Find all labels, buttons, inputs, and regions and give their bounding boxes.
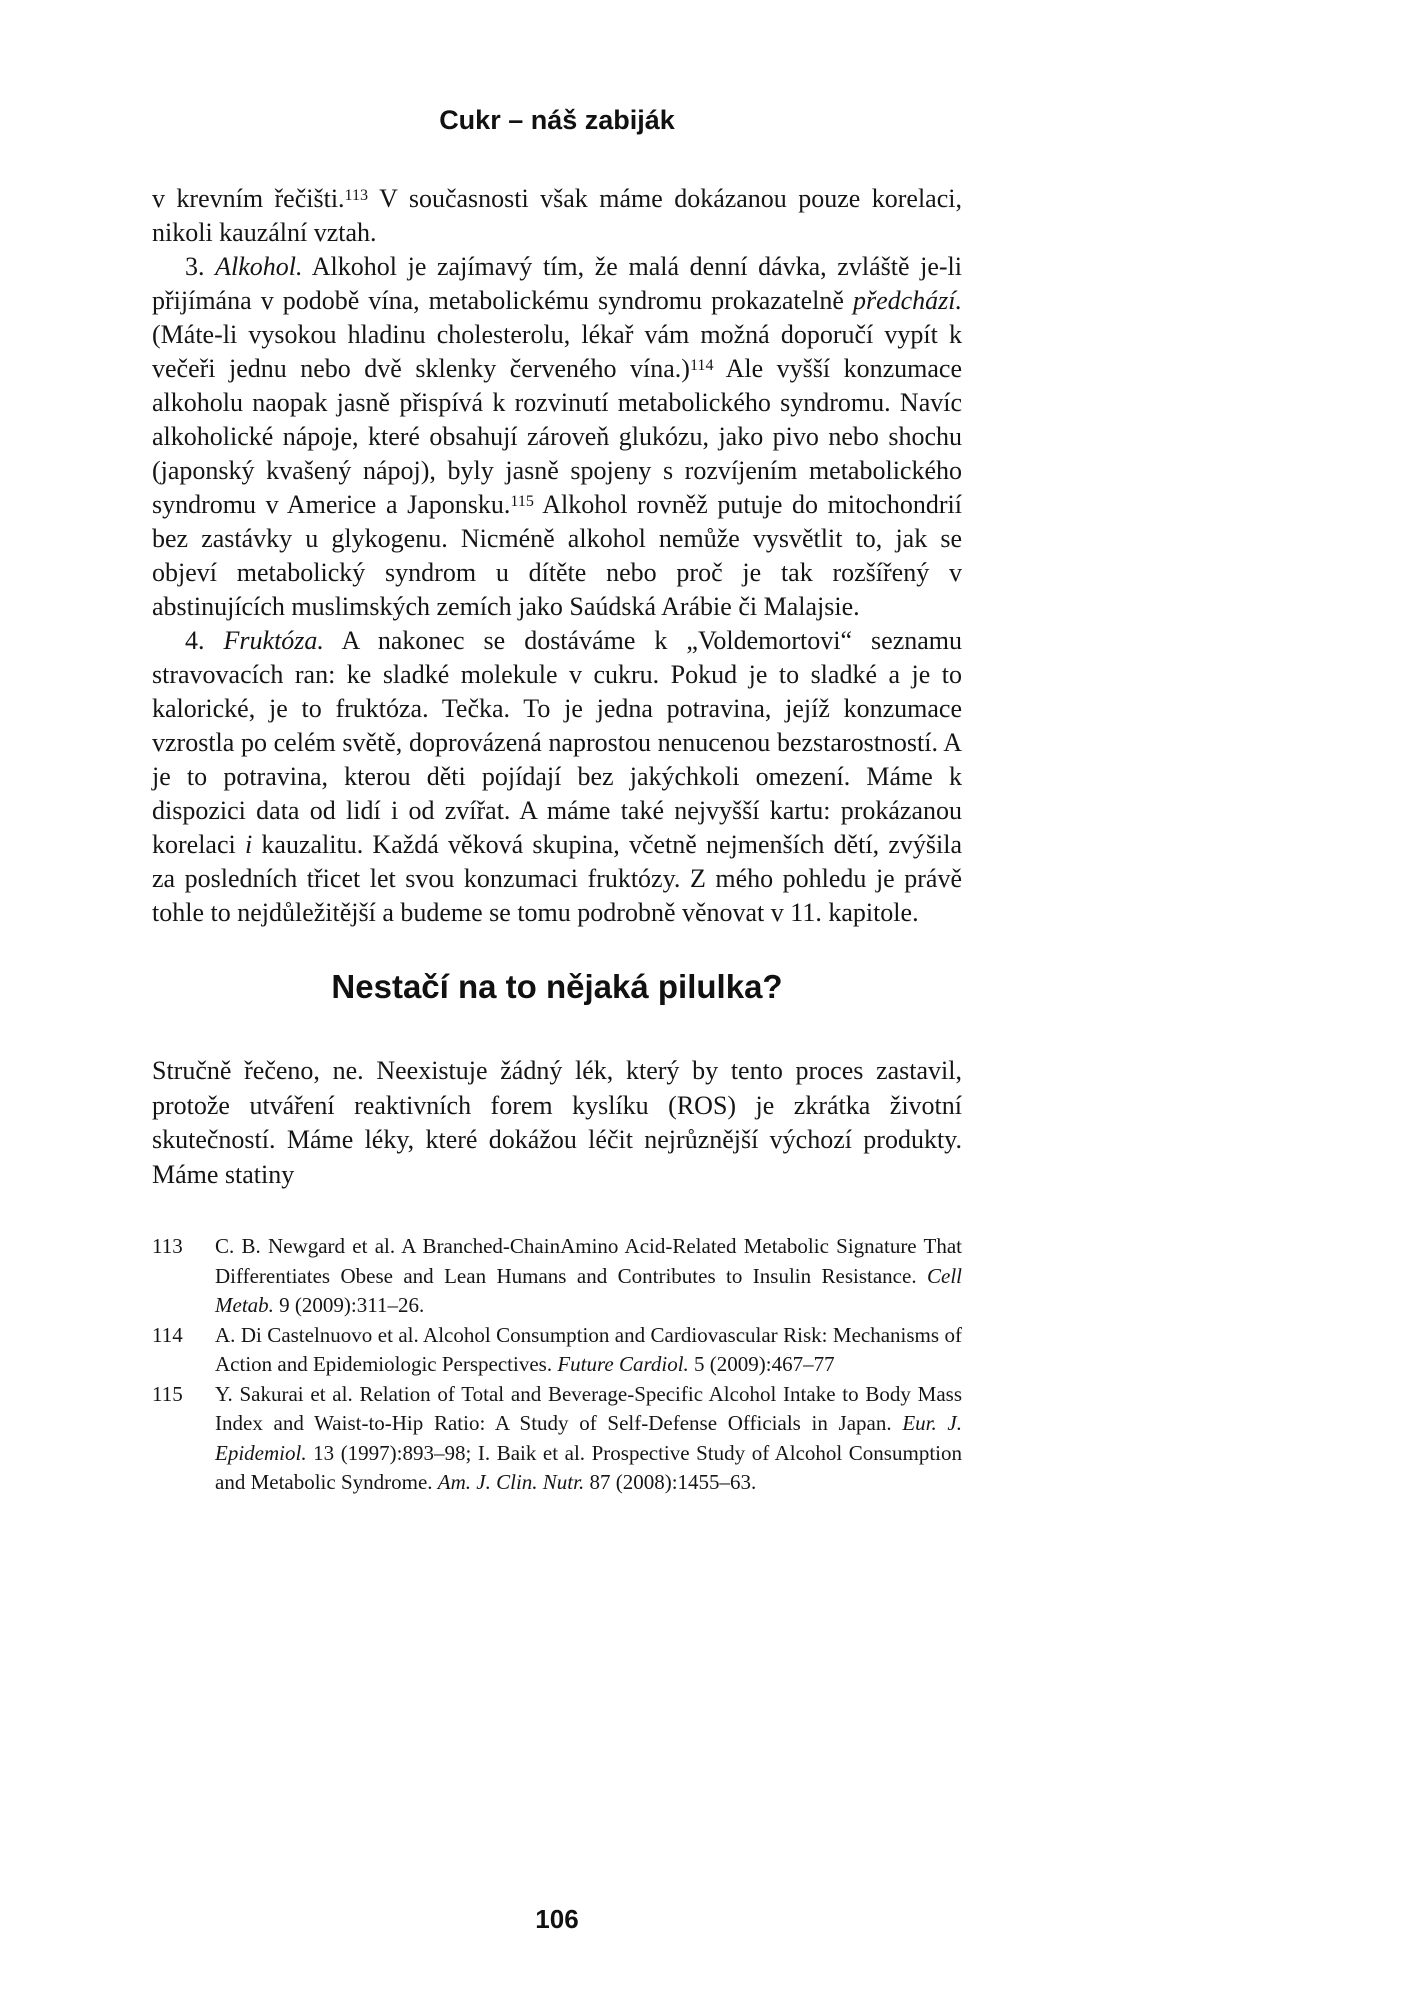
- footnote-number: 113: [152, 1234, 183, 1258]
- page-number: 106: [535, 1904, 579, 1934]
- footnote-number: 115: [152, 1381, 183, 1406]
- section-heading: Nestačí na to nějaká pilulka?: [331, 968, 783, 1005]
- body-paragraph: 4. Fruktóza. A nakonec se dostáváme k „Voldemortovi“ seznamu stravovacích ran: ke sladké molekule v cukru. Pokud je to sladké a je to kalorické, je to fruktóza. Tečka. To je jedna potravina, jejíž konzumace vzrostla po celém světě, doprovázená naprostou nenucenou bezstarostností. A je to potravina, kterou děti pojídají bez jakýchkoli omezení. Máme k dispozici data od lidí i od zvířat. A máme také nejvyšší kartu: prokázanou korelaci i kauzalitu. Každá věková skupina, včetně nejmenších dětí, zvýšila za posledních třicet let svou konzumaci fruktózy. Z mého pohledu je právě tohle to nejdůležitější a budeme se tomu podrobně věnovat v 11. kapitole.: [152, 626, 963, 927]
- body-paragraph: v krevním řečišti.$^{113}$ V současnosti však máme dokázanou pouze korelaci, nikoli kauzální vztah.: [152, 184, 962, 247]
- text-column: [152, 0, 962, 1498]
- footnote-text: Y. Sakurai et al. Relation of Total and Beverage-Specific Alcohol Intake to Body Mass Index and Waist-to-Hip Ratio: A Study of Self-Defense Officials in Japan. Eur. J. Epidemiol. 13 (1997):893–98; I. Baik et al. Prospective Study of Alcohol Consumption and Metabolic Syndrome. Am. J. Clin. Nutr. 87 (2008):1455–63.: [215, 1381, 962, 1494]
- body-paragraph: 3. Alkohol. Alkohol je zajímavý tím, že malá denní dávka, zvláště je-li přijímána v podobě vína, metabolickému syndromu prokazatelně předchází. (Máte-li vysokou hladinu cholesterolu, lékař vám možná doporučí vypít k večeři jednu nebo dvě sklenky červeného vína.)$^{114}$ Ale vyšší konzumace alkoholu naopak jasně přispívá k rozvinutí metabolického syndromu. Navíc alkoholické nápoje, které obsahují zároveň glukózu, jako pivo nebo shochu (japonský kvašený nápoj), byly jasně spojeny s rozvíjením metabolického syndromu v Americe a Japonsku.$^{115}$ Alkohol rovněž putuje do mitochondrií bez zastávky u glykogenu. Nicméně alkohol nemůže vysvětlit to, jak se objeví metabolický syndrom u dítěte nebo proč je tak rozšířený v abstinujících muslimských zemích jako Saúdská Arábie či Malajsie.: [152, 252, 963, 621]
- footnote: [152, 1232, 962, 1321]
- running-header: Cukr – náš zabiják: [439, 105, 675, 135]
- footnote-text: A. Di Castelnuovo et al. Alcohol Consumption and Cardiovascular Risk: Mechanisms of Action and Epidemiologic Perspectives. Future Cardiol. 5 (2009):467–77: [215, 1322, 962, 1376]
- footnote-number: 114: [152, 1322, 183, 1347]
- footnotes: [152, 1232, 962, 1498]
- footnote: [152, 1380, 962, 1498]
- footnote-text: C. B. Newgard et al. A Branched-ChainAmino Acid-Related Metabolic Signature That Differentiates Obese and Lean Humans and Contributes to Insulin Resistance. Cell Metab. 9 (2009):311–26.: [215, 1234, 962, 1317]
- body-text-after-heading: [152, 1054, 962, 1192]
- body-paragraph: Stručně řečeno, ne. Neexistuje žádný lék, který by tento proces zastavil, protože utváření reaktivních forem kyslíku (ROS) je zkrátka životní skutečností. Máme léky, které dokážou léčit nejrůznější výchozí produkty. Máme statiny: [152, 1056, 962, 1189]
- footnote: [152, 1321, 962, 1380]
- body-text: [152, 182, 962, 930]
